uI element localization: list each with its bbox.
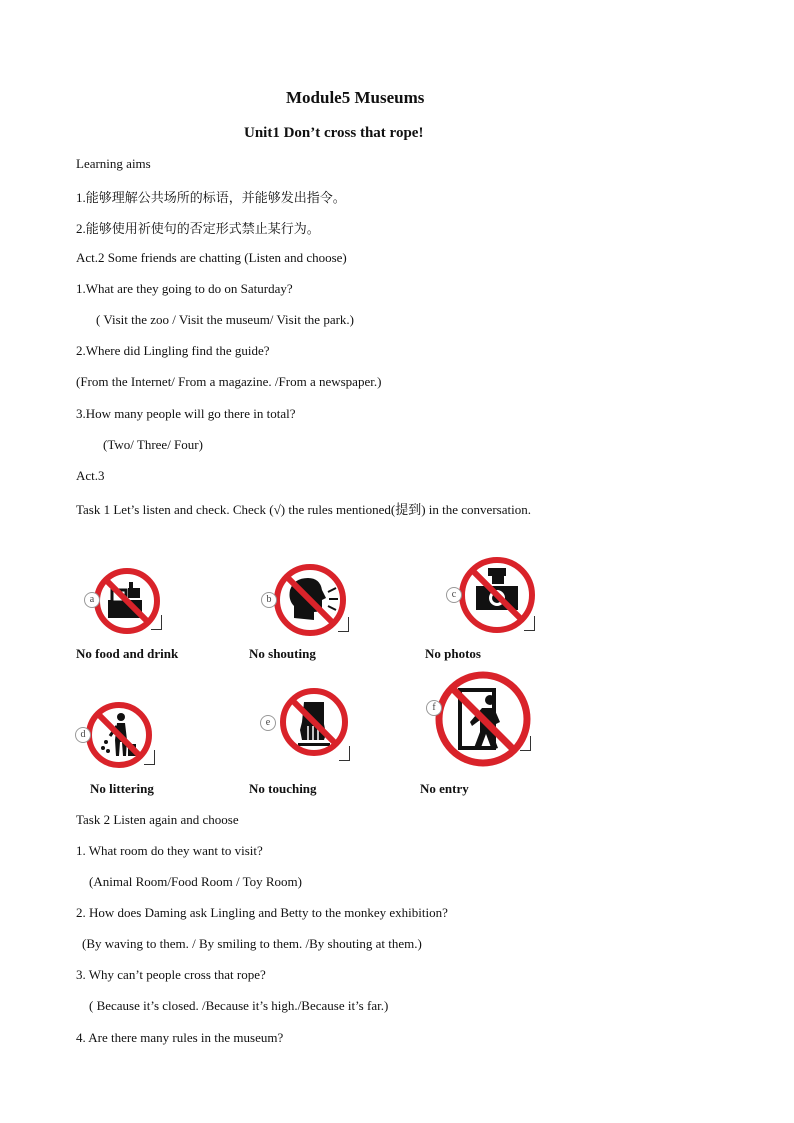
task2-question-2: 2. How does Daming ask Lingling and Betty to the monkey exhibition? — [76, 905, 448, 920]
sign-letter: f — [426, 700, 442, 716]
task2-question-4: 4. Are there many rules in the museum? — [76, 1030, 284, 1045]
sign-letter: c — [446, 587, 462, 603]
sign-letter: d — [75, 727, 91, 743]
checkbox-e[interactable] — [339, 746, 350, 761]
question-1-options: ( Visit the zoo / Visit the museum/ Visit the park.) — [96, 312, 355, 327]
caption-f: No entry — [420, 781, 469, 796]
sign-letter: a — [84, 592, 100, 608]
page-title: Module5 Museums — [286, 88, 425, 107]
aim-1: 1.能够理解公共场所的标语，并能够发出指令。 — [76, 190, 346, 205]
no-shouting-icon — [272, 562, 348, 638]
checkbox-c[interactable] — [524, 616, 535, 631]
task2-question-1-options: (Animal Room/Food Room / Toy Room) — [89, 874, 303, 889]
caption-d: No littering — [90, 781, 154, 796]
caption-c: No photos — [425, 646, 481, 661]
checkbox-b[interactable] — [338, 617, 349, 632]
task2-question-3: 3. Why can’t people cross that rope? — [76, 967, 266, 982]
checkbox-d[interactable] — [144, 750, 155, 765]
sign-b — [272, 562, 348, 643]
no-entry-icon — [434, 670, 532, 768]
question-2-options: (From the Internet/ From a magazine. /From a newspaper.) — [76, 374, 382, 389]
question-2: 2.Where did Lingling find the guide? — [76, 343, 270, 358]
aim-2: 2.能够使用祈使句的否定形式禁止某行为。 — [76, 221, 320, 236]
learning-aims-heading: Learning aims — [76, 156, 151, 171]
task1-instruction: Task 1 Let’s listen and check. Check (√) the rules mentioned(提到) in the conversation. — [76, 502, 531, 517]
checkbox-f[interactable] — [520, 736, 531, 751]
act2-heading: Act.2 Some friends are chatting (Listen and choose) — [76, 250, 347, 265]
unit-title: Unit1 Don’t cross that rope! — [244, 125, 424, 141]
question-3-options: (Two/ Three/ Four) — [103, 437, 203, 452]
task2-instruction: Task 2 Listen again and choose — [76, 812, 239, 827]
question-1: 1.What are they going to do on Saturday? — [76, 281, 293, 296]
question-3: 3.How many people will go there in total? — [76, 406, 296, 421]
caption-a: No food and drink — [76, 646, 179, 661]
checkbox-a[interactable] — [151, 615, 162, 630]
task2-question-1: 1. What room do they want to visit? — [76, 843, 263, 858]
act3-heading: Act.3 — [76, 468, 105, 483]
sign-letter: b — [261, 592, 277, 608]
sign-f — [434, 670, 532, 773]
task2-question-2-options: (By waving to them. / By smiling to them. /By shouting at them.) — [82, 936, 422, 951]
sign-letter: e — [260, 715, 276, 731]
caption-e: No touching — [249, 781, 317, 796]
task2-question-3-options: ( Because it’s closed. /Because it’s high./Because it’s far.) — [89, 998, 389, 1013]
caption-b: No shouting — [249, 646, 316, 661]
